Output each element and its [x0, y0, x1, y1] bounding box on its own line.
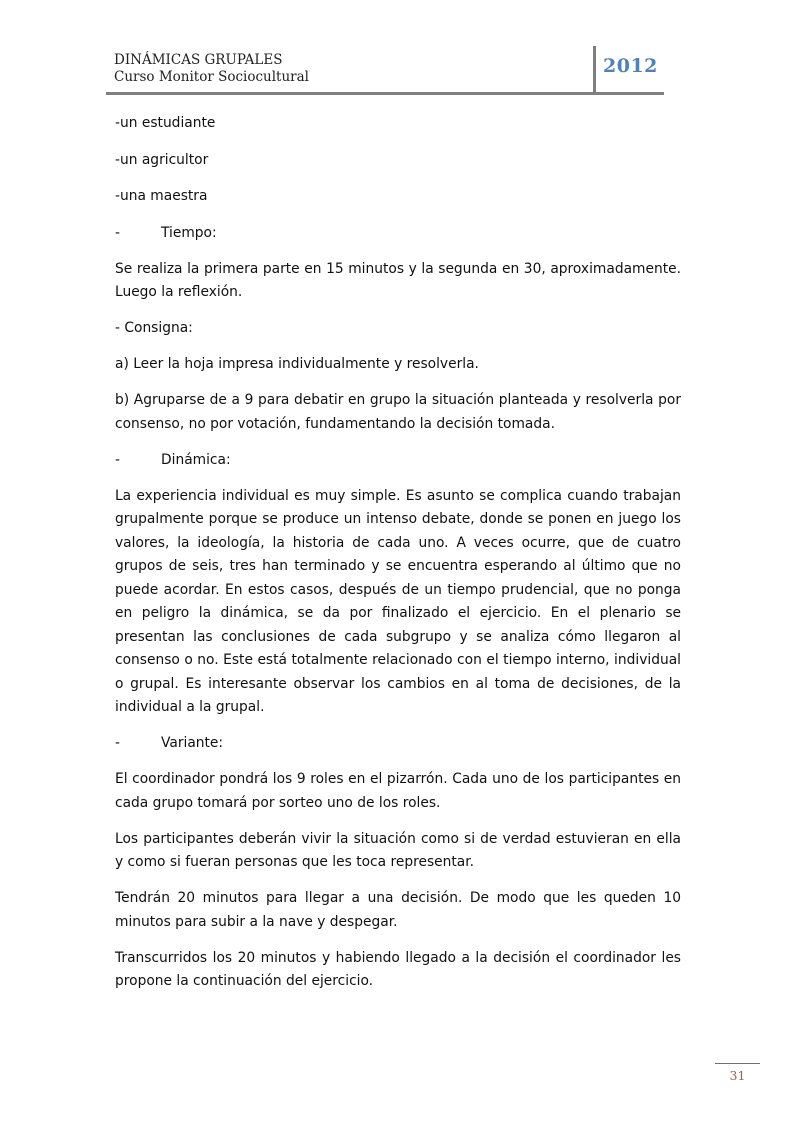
- header-title: [114, 52, 309, 86]
- heading-dash: -: [115, 451, 120, 468]
- paragraph-variante-1: El coordinador pondrá los 9 roles en el pizarrón. Cada uno de los participantes en cada grupo tomará por sorteo uno de los roles.: [115, 771, 681, 811]
- section-heading-variante: [115, 732, 681, 756]
- paragraph-dinamica: La experiencia individual es muy simple. Es asunto se complica cuando trabajan grupalmente porque se produce un intenso debate, donde se ponen en juego los valores, la ideología, la historia de cada uno. A veces ocurre, que de cuatro grupos de seis, tres han terminado y se encuentra esperando al último que no puede acordar. En estos casos, después de un tiempo prudencial, que no ponga en peligro la dinámica, se da por finalizado el ejercicio. En el plenario se presentan las conclusiones de cada subgrupo y se analiza cómo llegaron al consenso o no. Este está totalmente relacionado con el tiempo interno, individual o grupal. Es interesante observar los cambios en al toma de decisiones, de la individual a la grupal.: [115, 487, 681, 715]
- section-heading-tiempo: [115, 222, 681, 246]
- paragraph-variante-4: Transcurridos los 20 minutos y habiendo llegado a la decisión el coordinador les propone la continuación del ejercicio.: [115, 949, 681, 989]
- header-year: 2012: [603, 55, 658, 77]
- heading-label: Variante:: [161, 735, 224, 751]
- header-title-line1: DINÁMICAS GRUPALES: [114, 52, 283, 68]
- header-vertical-divider: [593, 46, 596, 94]
- section-heading-dinamica: [115, 449, 681, 473]
- heading-label: Dinámica:: [161, 451, 231, 468]
- page-header: [106, 52, 664, 92]
- page-number: 31: [729, 1068, 746, 1083]
- list-item: -un estudiante: [115, 115, 216, 131]
- list-item: -un agricultor: [115, 151, 209, 168]
- heading-label: Tiempo:: [161, 224, 217, 241]
- header-horizontal-rule: [106, 92, 664, 95]
- document-body: [115, 112, 681, 1006]
- paragraph-variante-2: Los participantes deberán vivir la situación como si de verdad estuvieran en ella y como si fueran personas que les toca representar.: [115, 830, 681, 870]
- paragraph-consigna-b: b) Agruparse de a 9 para debatir en grupo la situación planteada y resolverla por consenso, no por votación, fundamentando la decisión tomada.: [115, 392, 681, 432]
- heading-dash: -: [115, 735, 120, 751]
- paragraph-tiempo: Se realiza la primera parte en 15 minutos y la segunda en 30, aproximadamente. Luego la reflexión.: [115, 260, 681, 300]
- section-heading-consigna: - Consigna:: [115, 320, 193, 336]
- header-title-line2: Curso Monitor Sociocultural: [114, 69, 309, 85]
- list-item: -una maestra: [115, 188, 208, 204]
- paragraph-consigna-a: a) Leer la hoja impresa individualmente y resolverla.: [115, 356, 479, 372]
- paragraph-variante-3: Tendrán 20 minutos para llegar a una decisión. De modo que les queden 10 minutos para subir a la nave y despegar.: [115, 890, 681, 930]
- footer-rule: [715, 1063, 760, 1064]
- heading-dash: -: [115, 224, 120, 241]
